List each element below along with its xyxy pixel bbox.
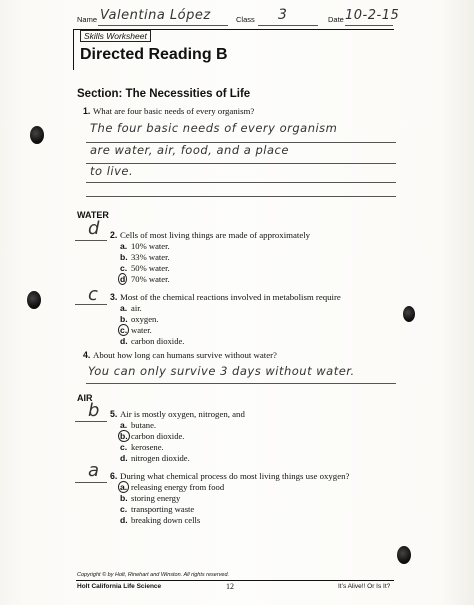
q6-option-a: releasing energy from food [131, 482, 225, 492]
q6-option-b: storing energy [131, 493, 181, 503]
q1-number: 1. [83, 106, 91, 116]
air-heading: AIR [77, 393, 93, 403]
q3-option-b: oxygen. [131, 314, 159, 324]
q5-option-c: kerosene. [131, 442, 164, 452]
q6-text: During what chemical process do most living things use oxygen? [120, 471, 350, 481]
footer-book: Holt California Life Science [77, 583, 162, 590]
q2-text: Cells of most living things are made of approximately [120, 230, 311, 240]
q3-option-a-letter: a. [120, 303, 128, 313]
q2-answer: d [88, 218, 100, 239]
q3-answer: c [88, 284, 99, 305]
q1-answer-line-3: to live. [90, 164, 134, 178]
q5-option-b: carbon dioxide. [131, 431, 185, 441]
q5-option-d-letter: d. [120, 453, 128, 463]
q3-option-c-letter-circled: c. [120, 325, 128, 335]
q3-option-d-letter: d. [120, 336, 128, 346]
footer-page-number: 12 [226, 582, 234, 591]
q3-text: Most of the chemical reactions involved in metabolism require [120, 292, 341, 302]
q3-number: 3. [110, 292, 118, 302]
q4-text: About how long can humans survive without water? [93, 350, 277, 360]
q5-option-a: butane. [131, 420, 157, 430]
punch-hole-top [30, 126, 44, 144]
q5-option-c-letter: c. [120, 442, 128, 452]
q4-answer: You can only survive 3 days without water. [88, 364, 355, 378]
q3-option-c: water. [131, 325, 152, 335]
q6-option-a-letter-circled: a. [120, 482, 128, 492]
q2-option-c-letter: c. [120, 263, 128, 273]
page-title: Directed Reading B [80, 46, 228, 63]
punch-hole-right [403, 306, 415, 322]
q5-number: 5. [110, 409, 118, 419]
q6-answer: a [88, 460, 100, 481]
water-heading: WATER [77, 210, 109, 220]
q2-number: 2. [110, 230, 118, 240]
q3-option-a: air. [131, 303, 142, 313]
q6-option-b-letter: b. [120, 493, 128, 503]
worksheet-tab: Skills Worksheet [80, 30, 151, 42]
q5-text: Air is mostly oxygen, nitrogen, and [120, 409, 245, 419]
class-label: Class [236, 15, 255, 24]
q2-option-b: 33% water. [131, 252, 170, 262]
q3-option-d: carbon dioxide. [131, 336, 185, 346]
q6-option-c: transporting waste [131, 504, 195, 514]
q2-option-c: 50% water. [131, 263, 170, 273]
q2-option-d: 70% water. [131, 274, 170, 284]
q4-number: 4. [83, 350, 91, 360]
punch-hole-bottom [397, 546, 411, 564]
q5-answer: b [88, 400, 100, 421]
name-label: Name [77, 15, 98, 24]
class-value: 3 [278, 7, 288, 23]
q3-option-b-letter: b. [120, 314, 128, 324]
q6-option-d: breaking down cells [131, 515, 201, 525]
q6-number: 6. [110, 471, 118, 481]
date-label: Date [328, 15, 344, 24]
q2-option-d-letter-circled: d [120, 274, 126, 284]
q1-text: What are four basic needs of every organism? [93, 106, 255, 116]
section-title: Section: The Necessities of Life [77, 88, 251, 100]
q5-option-a-letter: a. [120, 420, 128, 430]
q1-answer-line-1: The four basic needs of every organism [90, 121, 338, 135]
punch-hole-middle [27, 291, 41, 309]
q5-option-d: nitrogen dioxide. [131, 453, 190, 463]
date-value: 10-2-15 [345, 8, 400, 23]
footer-chapter: It’s Alive!! Or Is It? [338, 583, 391, 590]
q6-option-c-letter: c. [120, 504, 128, 514]
q2-option-b-letter: b. [120, 252, 128, 262]
q2-option-a: 10% water. [131, 241, 170, 251]
q2-option-a-letter: a. [120, 241, 128, 251]
q6-option-d-letter: d. [120, 515, 128, 525]
q5-option-b-letter-circled: b. [120, 431, 128, 441]
q1-answer-line-2: are water, air, food, and a place [90, 143, 289, 157]
footer-copyright: Copyright © by Holt, Rinehart and Winston. All rights reserved. [77, 572, 230, 578]
name-value: Valentina López [100, 8, 211, 23]
